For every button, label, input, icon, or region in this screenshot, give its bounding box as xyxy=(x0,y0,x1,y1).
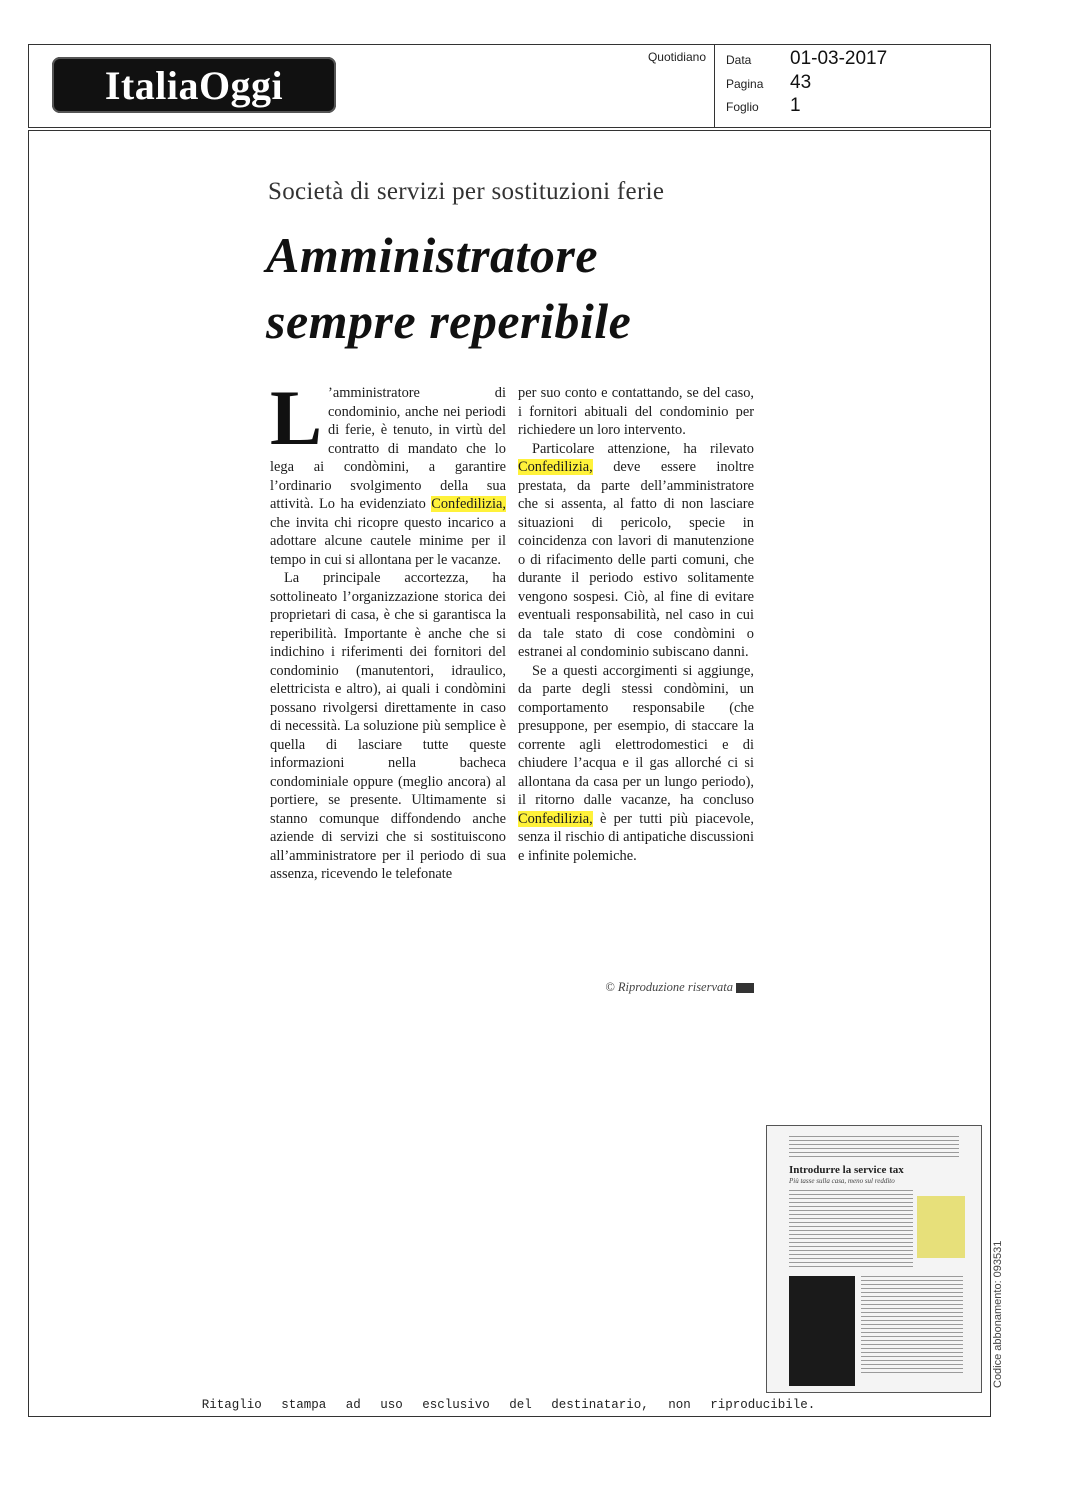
paragraph-1-text-a: ’amministratore di condominio, anche nei periodi di ferie, è tenuto, in virtù del contratto di mandato che lo lega ai condòmini, a garantire l’ordinario svolgimento della sua attività. Lo ha evidenziato xyxy=(270,385,506,512)
paragraph-3 xyxy=(518,440,754,662)
meta-label-pagina: Pagina xyxy=(726,77,764,91)
thumbnail-ad-box xyxy=(917,1196,965,1258)
paragraph-4-text-a: Se a questi accorgimenti si aggiunge, da parte degli stessi condòmini, un comportamento responsabile (che presuppone, per esempio, di staccare la corrente agli elettrodomestici e di chiudere l’acqua e il gas allorché ci si allontana da casa per un lungo periodo), il ritorno dalle vacanze, ha concluso xyxy=(518,662,754,808)
highlighted-term: Confedilizia, xyxy=(518,810,593,827)
thumbnail-title: Introdurre la service tax xyxy=(789,1164,904,1176)
article-headline xyxy=(266,222,766,354)
end-mark-icon xyxy=(736,983,754,993)
frequency-label: Quotidiano xyxy=(647,50,706,64)
headline-line-2: sempre reperibile xyxy=(266,293,632,349)
meta-value-pagina: 43 xyxy=(790,72,812,93)
paragraph-2-continued: per suo conto e contattando, se del caso, i fornitori abituali del condominio per richiedere un loro intervento. xyxy=(518,385,754,438)
thumbnail-subtitle: Più tasse sulla casa, meno sul reddito xyxy=(789,1177,895,1185)
meta-label-data: Data xyxy=(726,53,752,67)
highlighted-term: Confedilizia, xyxy=(431,496,506,512)
footer-notice: Ritaglio stampa ad uso esclusivo del destinatario, non riproducibile. xyxy=(201,1398,816,1412)
reproduction-credit xyxy=(560,980,754,995)
article-kicker: Società di servizi per sostituzioni ferie xyxy=(268,178,665,205)
article-column-1 xyxy=(270,374,506,884)
paragraph-4-text-b: è per tutti più piacevole, senza il rischio di antipatiche discussioni e infinite polemiche. xyxy=(518,810,754,864)
paragraph-3-text-a: Particolare attenzione, ha rilevato xyxy=(532,440,754,457)
paragraph-3-text-b: deve essere inoltre prestata, da parte dell’amministratore che si assenta, al fatto di non lasciare situazioni di pericolo, specie in coincidenza con lavori di manutenzione o di rifacimento delle parti comuni, che durante il periodo estivo solitamente vengono sospesi. Ciò, al fine di evitare eventuali responsabilità, nel caso in cui da tale stato di cose condòmini o estranei al condominio subiscano danni. xyxy=(518,459,754,660)
logo-text: ItaliaOggi xyxy=(104,62,284,108)
thumbnail-article-block xyxy=(789,1276,855,1386)
dropcap: L xyxy=(270,374,323,461)
thumbnail-text-lines xyxy=(789,1190,913,1270)
page-thumbnail xyxy=(766,1125,982,1393)
thumbnail-header-lines xyxy=(789,1136,959,1158)
meta-label-foglio: Foglio xyxy=(726,100,759,114)
article-column-2 xyxy=(518,384,754,865)
thumbnail-side-lines xyxy=(861,1276,963,1376)
paragraph-4 xyxy=(518,662,754,866)
meta-value-data: 01-03-2017 xyxy=(790,48,888,69)
subscription-code: Codice abbonamento: 093531 xyxy=(992,1240,1004,1388)
newspaper-logo xyxy=(52,57,336,113)
headline-line-1: Amministratore xyxy=(266,227,599,283)
highlighted-term: Confedilizia, xyxy=(518,459,593,475)
credit-text: © Riproduzione riservata xyxy=(605,980,733,994)
paragraph-2: La principale accortezza, ha sottolineato l’organizzazione storica dei proprietari di casa, è che si garantisca la reperibilità. Importante è anche che si indichino i riferimenti dei fornitori del condominio (manutentori, idraulico, elettricista e altro), ai quali i condòmini possano rivolgersi direttamente in caso di necessità. La soluzione più semplice è quella di lasciare tutte queste informazioni nella bacheca condominiale oppure (meglio ancora) al portiere, se presente. Ultimamente si stanno comunque diffondendo anche aziende di servizi che si sostituiscono all’amministratore per il periodo di sua assenza, ricevendo le telefonate xyxy=(270,570,506,882)
meta-value-foglio: 1 xyxy=(790,95,801,116)
paragraph-1-text-b: che invita chi ricopre questo incarico a adottare alcune cautele minime per il tempo in cui si allontana per le vacanze. xyxy=(270,514,506,568)
paragraph-1 xyxy=(270,374,506,569)
